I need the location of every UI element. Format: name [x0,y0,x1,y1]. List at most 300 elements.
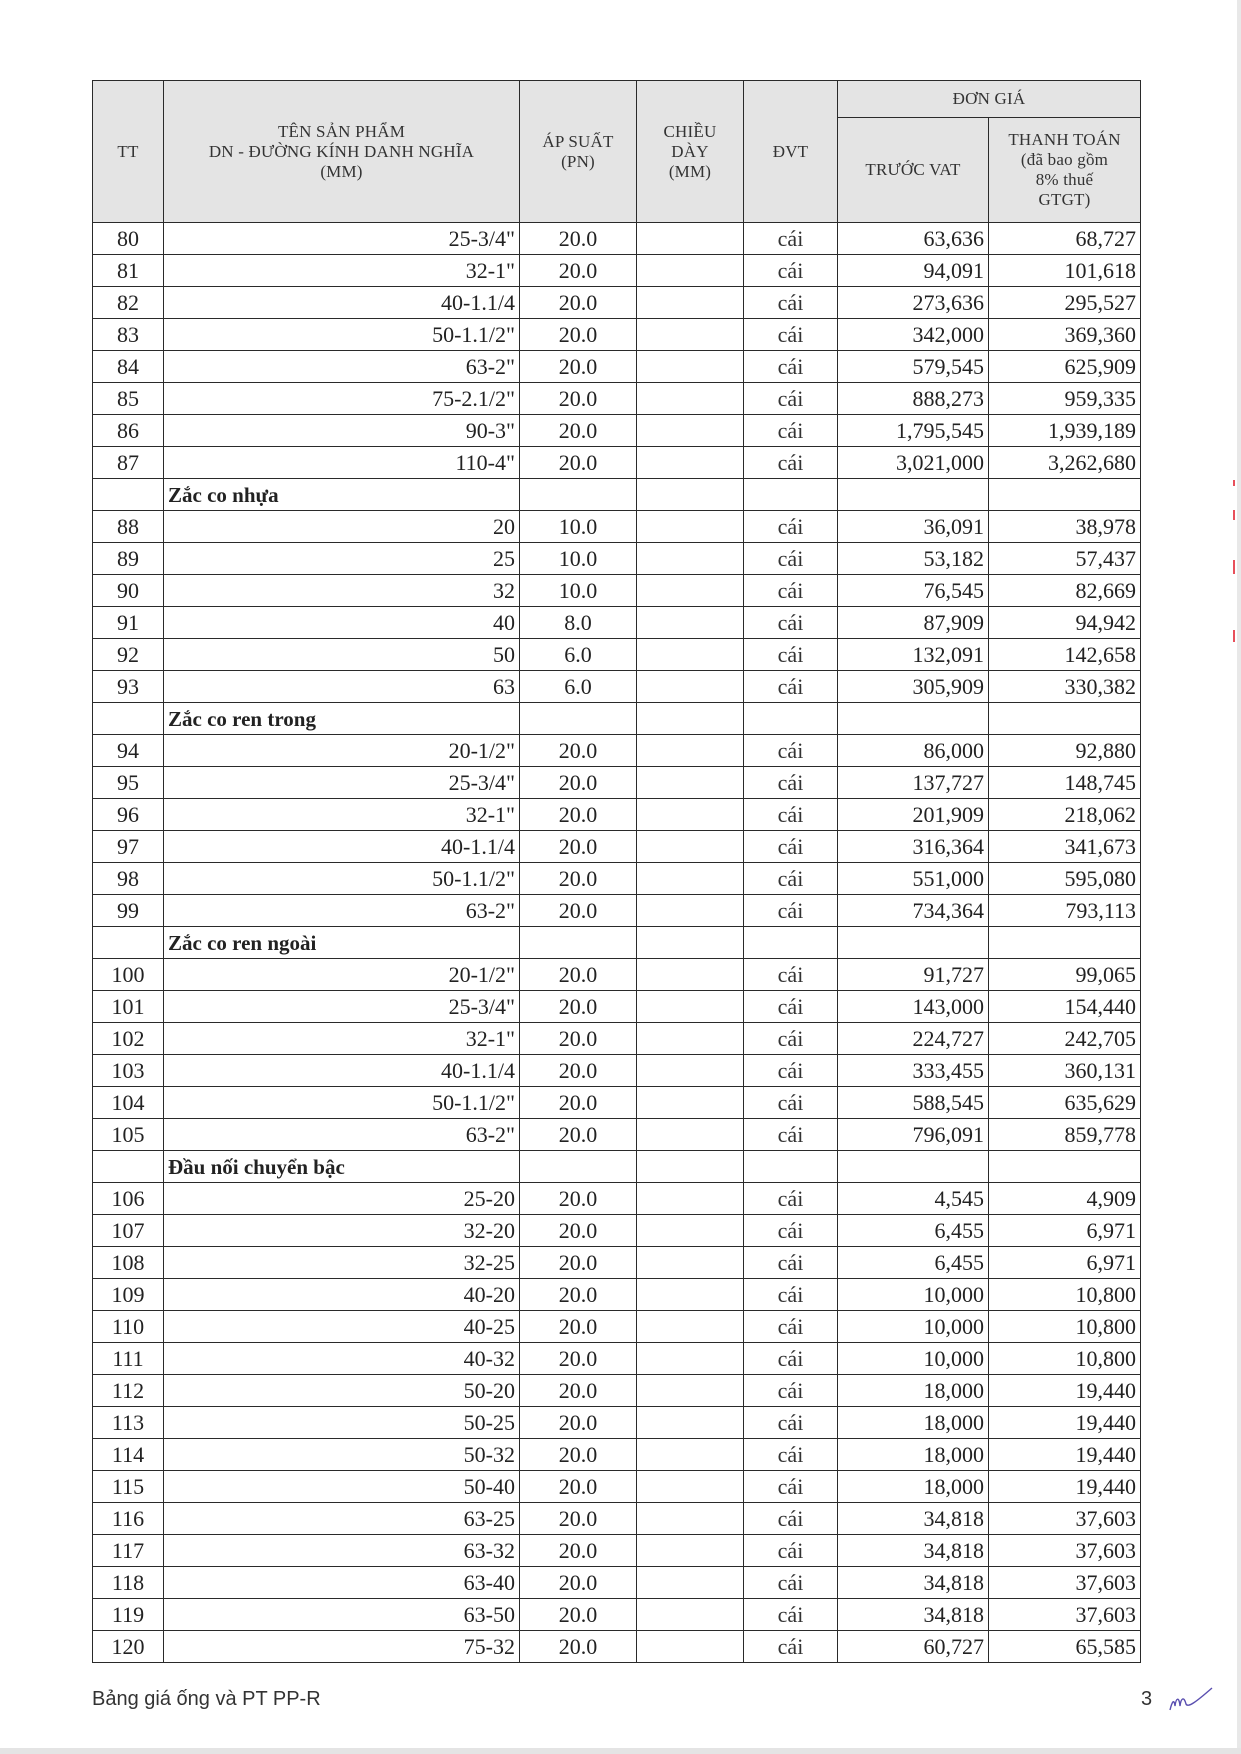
pressure-value: 20.0 [520,959,637,991]
thickness-value [637,479,744,511]
header-unit-label: ĐVT [772,141,809,161]
price-payment: 218,062 [989,799,1141,831]
unit-value: cái [744,863,838,895]
table-row [93,799,1141,831]
price-before-vat: 10,000 [838,1343,989,1375]
table-row [93,863,1141,895]
price-payment: 101,618 [989,255,1141,287]
price-before-vat: 60,727 [838,1631,989,1663]
product-name: 32-1" [164,799,520,831]
unit-value [744,1151,838,1183]
table-row [93,671,1141,703]
table-row [93,575,1141,607]
pressure-value: 20.0 [520,1183,637,1215]
price-before-vat: 63,636 [838,223,989,255]
price-before-vat [838,479,989,511]
thickness-value [637,1599,744,1631]
price-payment: 19,440 [989,1375,1141,1407]
pressure-value: 20.0 [520,1311,637,1343]
table-row [93,1471,1141,1503]
price-before-vat: 588,545 [838,1087,989,1119]
page-bottom-edge [0,1748,1241,1754]
table-row [93,1311,1141,1343]
thickness-value [637,1631,744,1663]
pressure-value: 20.0 [520,287,637,319]
table-row [93,1535,1141,1567]
thickness-value [637,415,744,447]
thickness-value [637,735,744,767]
price-payment [989,703,1141,735]
price-payment: 37,603 [989,1599,1141,1631]
row-index: 91 [93,607,164,639]
product-name: 32 [164,575,520,607]
pressure-value: 20.0 [520,255,637,287]
unit-value: cái [744,223,838,255]
product-name: 25-3/4" [164,767,520,799]
section-header-row [93,1151,1141,1183]
price-payment: 330,382 [989,671,1141,703]
price-payment [989,1151,1141,1183]
price-table [92,80,1141,1663]
header-payment-line2: (đã bao gồm [1020,150,1109,169]
price-payment: 625,909 [989,351,1141,383]
price-before-vat: 34,818 [838,1503,989,1535]
row-index: 107 [93,1215,164,1247]
thickness-value [637,1375,744,1407]
price-before-vat: 3,021,000 [838,447,989,479]
row-index: 112 [93,1375,164,1407]
row-index: 89 [93,543,164,575]
pressure-value: 20.0 [520,1087,637,1119]
row-index: 109 [93,1279,164,1311]
thickness-value [637,1119,744,1151]
thickness-value [637,831,744,863]
section-header-row [93,703,1141,735]
table-row [93,767,1141,799]
price-payment: 19,440 [989,1471,1141,1503]
row-index [93,479,164,511]
product-name: 40-1.1/4 [164,287,520,319]
price-payment: 369,360 [989,319,1141,351]
pressure-value: 20.0 [520,1023,637,1055]
pressure-value: 20.0 [520,319,637,351]
row-index: 90 [93,575,164,607]
table-row [93,1567,1141,1599]
pressure-value: 20.0 [520,383,637,415]
thickness-value [637,639,744,671]
section-header-row [93,927,1141,959]
pressure-value: 20.0 [520,1407,637,1439]
product-name: 50-20 [164,1375,520,1407]
unit-value: cái [744,1023,838,1055]
pressure-value: 20.0 [520,1599,637,1631]
product-name: 40-25 [164,1311,520,1343]
product-name: 50-1.1/2" [164,863,520,895]
product-name: 63 [164,671,520,703]
pressure-value: 6.0 [520,639,637,671]
pressure-value: 20.0 [520,1631,637,1663]
product-name: 32-1" [164,1023,520,1055]
table-row [93,447,1141,479]
table-row [93,511,1141,543]
header-before-vat [838,118,989,223]
price-before-vat [838,927,989,959]
table-row [93,319,1141,351]
pressure-value: 20.0 [520,1055,637,1087]
thickness-value [637,1087,744,1119]
pressure-value: 20.0 [520,1439,637,1471]
pressure-value: 20.0 [520,1503,637,1535]
table-row [93,223,1141,255]
pressure-value: 20.0 [520,1471,637,1503]
header-unit [744,81,838,223]
header-before-vat-label: TRƯỚC VAT [865,160,961,179]
price-payment: 793,113 [989,895,1141,927]
product-name: 50-1.1/2" [164,319,520,351]
thickness-value [637,959,744,991]
stamp-mark-icon [1230,480,1238,680]
price-payment: 6,971 [989,1215,1141,1247]
price-payment: 6,971 [989,1247,1141,1279]
row-index: 110 [93,1311,164,1343]
header-payment [989,118,1141,223]
table-row [93,1279,1141,1311]
product-name: 20 [164,511,520,543]
price-payment: 37,603 [989,1535,1141,1567]
pressure-value [520,479,637,511]
price-before-vat: 6,455 [838,1247,989,1279]
unit-value: cái [744,351,838,383]
header-thickness-line2: DÀY [671,141,709,161]
pressure-value: 20.0 [520,991,637,1023]
unit-value: cái [744,1439,838,1471]
pressure-value: 20.0 [520,1215,637,1247]
table-row [93,1631,1141,1663]
product-name: 63-2" [164,351,520,383]
row-index: 82 [93,287,164,319]
product-name: 50-1.1/2" [164,1087,520,1119]
table-row [93,287,1141,319]
unit-value: cái [744,895,838,927]
product-name: 40-1.1/4 [164,831,520,863]
thickness-value [637,1471,744,1503]
row-index: 101 [93,991,164,1023]
price-before-vat: 316,364 [838,831,989,863]
header-name-line1: TÊN SẢN PHẨM [277,121,406,141]
price-before-vat: 94,091 [838,255,989,287]
pressure-value: 6.0 [520,671,637,703]
price-payment: 360,131 [989,1055,1141,1087]
pressure-value: 20.0 [520,447,637,479]
thickness-value [637,703,744,735]
price-payment [989,927,1141,959]
unit-value: cái [744,1279,838,1311]
price-payment: 94,942 [989,607,1141,639]
unit-value: cái [744,639,838,671]
pressure-value: 20.0 [520,1279,637,1311]
product-name: 63-2" [164,1119,520,1151]
thickness-value [637,1023,744,1055]
thickness-value [637,1183,744,1215]
row-index [93,703,164,735]
row-index: 103 [93,1055,164,1087]
product-name: 50 [164,639,520,671]
product-name: 63-40 [164,1567,520,1599]
pressure-value: 20.0 [520,1119,637,1151]
pressure-value: 8.0 [520,607,637,639]
table-row [93,895,1141,927]
footer-page-number: 3 [1141,1688,1153,1710]
price-payment: 92,880 [989,735,1141,767]
thickness-value [637,1247,744,1279]
price-before-vat: 36,091 [838,511,989,543]
header-payment-line3: 8% thuế [1035,170,1094,189]
table-row [93,415,1141,447]
pressure-value: 10.0 [520,543,637,575]
unit-value: cái [744,1567,838,1599]
unit-value: cái [744,383,838,415]
price-before-vat: 224,727 [838,1023,989,1055]
thickness-value [637,1215,744,1247]
row-index: 87 [93,447,164,479]
product-name: 40 [164,607,520,639]
product-name: 25-20 [164,1183,520,1215]
thickness-value [637,287,744,319]
thickness-value [637,1055,744,1087]
thickness-value [637,1439,744,1471]
price-payment: 242,705 [989,1023,1141,1055]
unit-value: cái [744,1599,838,1631]
table-row [93,351,1141,383]
price-before-vat: 551,000 [838,863,989,895]
price-before-vat: 86,000 [838,735,989,767]
price-before-vat: 888,273 [838,383,989,415]
row-index: 96 [93,799,164,831]
row-index: 105 [93,1119,164,1151]
pressure-value: 20.0 [520,799,637,831]
row-index: 80 [93,223,164,255]
table-row [93,1247,1141,1279]
thickness-value [637,255,744,287]
table-row [93,1439,1141,1471]
price-payment: 595,080 [989,863,1141,895]
price-before-vat: 18,000 [838,1375,989,1407]
row-index: 116 [93,1503,164,1535]
table-row [93,255,1141,287]
pressure-value: 20.0 [520,1343,637,1375]
section-title: Zắc co nhựa [164,479,520,511]
unit-value: cái [744,511,838,543]
row-index: 86 [93,415,164,447]
price-before-vat: 53,182 [838,543,989,575]
row-index: 97 [93,831,164,863]
unit-value: cái [744,831,838,863]
table-row [93,1023,1141,1055]
product-name: 63-50 [164,1599,520,1631]
price-payment: 635,629 [989,1087,1141,1119]
price-before-vat [838,1151,989,1183]
header-name-line3: (MM) [320,161,363,181]
row-index: 84 [93,351,164,383]
row-index: 92 [93,639,164,671]
unit-value: cái [744,1343,838,1375]
price-before-vat: 305,909 [838,671,989,703]
price-payment: 959,335 [989,383,1141,415]
price-before-vat: 18,000 [838,1439,989,1471]
pressure-value: 10.0 [520,511,637,543]
section-title: Đầu nối chuyển bậc [164,1151,520,1183]
pressure-value: 20.0 [520,735,637,767]
unit-value: cái [744,1375,838,1407]
row-index: 113 [93,1407,164,1439]
product-name: 32-1" [164,255,520,287]
row-index: 114 [93,1439,164,1471]
price-before-vat: 137,727 [838,767,989,799]
thickness-value [637,799,744,831]
unit-value: cái [744,319,838,351]
unit-value: cái [744,607,838,639]
unit-value [744,479,838,511]
thickness-value [637,1311,744,1343]
signature-icon [1166,1684,1216,1714]
page-edge-shadow [1237,0,1241,1754]
table-row [93,1503,1141,1535]
price-payment: 38,978 [989,511,1141,543]
thickness-value [637,383,744,415]
thickness-value [637,575,744,607]
table-row [93,991,1141,1023]
unit-value: cái [744,1535,838,1567]
product-name: 25-3/4" [164,991,520,1023]
price-payment: 148,745 [989,767,1141,799]
row-index: 93 [93,671,164,703]
pressure-value: 20.0 [520,1247,637,1279]
table-row [93,543,1141,575]
unit-value: cái [744,1247,838,1279]
pressure-value: 20.0 [520,415,637,447]
price-payment: 10,800 [989,1279,1141,1311]
unit-value: cái [744,671,838,703]
row-index: 94 [93,735,164,767]
price-before-vat: 18,000 [838,1471,989,1503]
unit-value: cái [744,1119,838,1151]
table-row [93,607,1141,639]
product-name: 50-25 [164,1407,520,1439]
table-row [93,1375,1141,1407]
price-payment: 295,527 [989,287,1141,319]
header-tt-label: TT [117,141,139,161]
pressure-value: 20.0 [520,863,637,895]
table-row [93,1119,1141,1151]
product-name: 20-1/2" [164,735,520,767]
pressure-value [520,703,637,735]
price-before-vat: 34,818 [838,1567,989,1599]
header-payment-line1: THANH TOÁN [1008,130,1121,149]
price-payment: 4,909 [989,1183,1141,1215]
price-before-vat: 342,000 [838,319,989,351]
header-name-line2: DN - ĐƯỜNG KÍNH DANH NGHĨA [208,141,475,161]
header-price-group [838,81,1141,118]
price-before-vat: 734,364 [838,895,989,927]
thickness-value [637,767,744,799]
pressure-value: 20.0 [520,831,637,863]
unit-value: cái [744,1311,838,1343]
table-row [93,1343,1141,1375]
row-index: 111 [93,1343,164,1375]
price-payment: 37,603 [989,1503,1141,1535]
unit-value: cái [744,1183,838,1215]
price-before-vat: 796,091 [838,1119,989,1151]
pressure-value: 20.0 [520,351,637,383]
price-payment: 10,800 [989,1311,1141,1343]
row-index: 117 [93,1535,164,1567]
product-name: 75-2.1/2" [164,383,520,415]
pressure-value [520,1151,637,1183]
price-before-vat: 143,000 [838,991,989,1023]
product-name: 40-32 [164,1343,520,1375]
thickness-value [637,671,744,703]
table-row [93,1055,1141,1087]
thickness-value [637,895,744,927]
unit-value: cái [744,1471,838,1503]
price-payment: 1,939,189 [989,415,1141,447]
price-payment: 10,800 [989,1343,1141,1375]
table-row [93,1599,1141,1631]
row-index [93,1151,164,1183]
price-before-vat: 34,818 [838,1599,989,1631]
table-row [93,1407,1141,1439]
price-before-vat: 18,000 [838,1407,989,1439]
unit-value: cái [744,1503,838,1535]
price-before-vat: 76,545 [838,575,989,607]
unit-value: cái [744,287,838,319]
pressure-value [520,927,637,959]
thickness-value [637,223,744,255]
unit-value [744,703,838,735]
unit-value [744,927,838,959]
product-name: 50-32 [164,1439,520,1471]
price-before-vat: 10,000 [838,1279,989,1311]
row-index: 81 [93,255,164,287]
row-index: 108 [93,1247,164,1279]
row-index: 119 [93,1599,164,1631]
price-payment: 99,065 [989,959,1141,991]
price-payment: 859,778 [989,1119,1141,1151]
row-index: 99 [93,895,164,927]
row-index: 106 [93,1183,164,1215]
row-index: 85 [93,383,164,415]
row-index: 102 [93,1023,164,1055]
unit-value: cái [744,991,838,1023]
table-row [93,639,1141,671]
row-index: 83 [93,319,164,351]
price-payment: 154,440 [989,991,1141,1023]
unit-value: cái [744,1215,838,1247]
unit-value: cái [744,543,838,575]
unit-value: cái [744,1055,838,1087]
section-header-row [93,479,1141,511]
thickness-value [637,351,744,383]
unit-value: cái [744,959,838,991]
header-thickness-line1: CHIỀU [663,121,717,141]
product-name: 75-32 [164,1631,520,1663]
thickness-value [637,1503,744,1535]
price-payment: 142,658 [989,639,1141,671]
unit-value: cái [744,735,838,767]
price-before-vat: 10,000 [838,1311,989,1343]
pressure-value: 20.0 [520,895,637,927]
pressure-value: 20.0 [520,1567,637,1599]
